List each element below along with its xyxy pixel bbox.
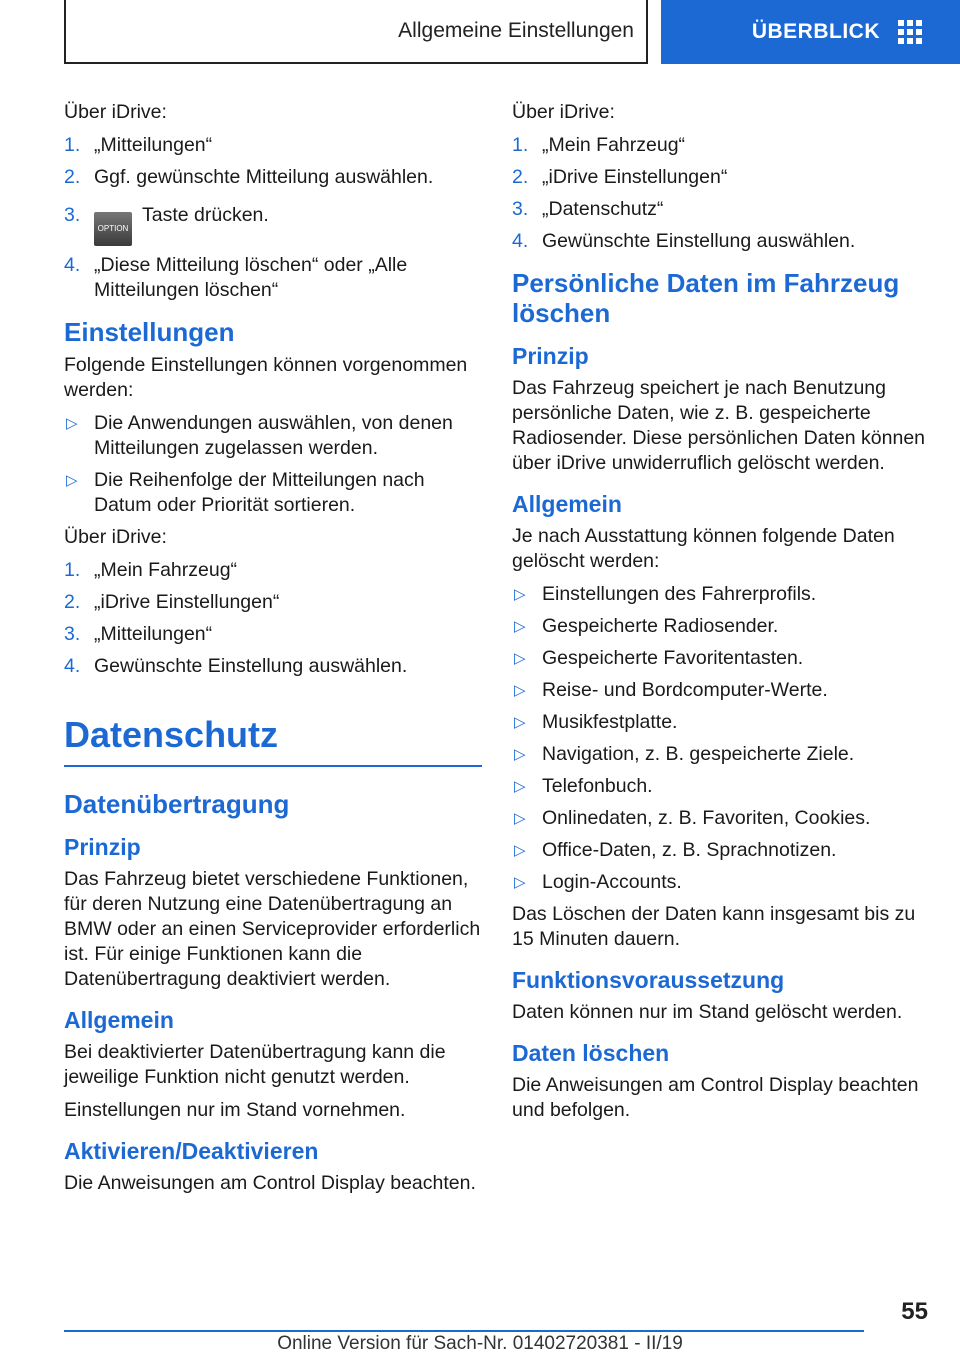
list-item: ▷ Die Anwendungen auswählen, von denen Mitteilungen zugelassen werden. [66, 412, 453, 459]
list-item: 1. „Mein Fahrzeug“ [512, 134, 686, 156]
triangle-bullet-icon: ▷ [514, 778, 526, 795]
list-item: ▷ Reise- und Bordcomputer-Werte. [514, 679, 828, 701]
heading-daten-loeschen: Daten löschen [512, 1040, 670, 1066]
heading-einstellungen: Einstellungen [64, 317, 235, 347]
triangle-bullet-icon: ▷ [66, 472, 78, 489]
allgemein-text: Bei deaktivierter Datenübertragung kann die jeweilige Funktion nicht genutzt werden. [64, 1041, 446, 1088]
heading-allgemein: Allgemein [64, 1007, 174, 1033]
triangle-bullet-icon: ▷ [514, 874, 526, 891]
triangle-bullet-icon: ▷ [514, 650, 526, 667]
list-item: 3. „Mitteilungen“ [64, 623, 213, 645]
list-item: 4. Gewünschte Einstellung auswählen. [512, 230, 856, 252]
allgemein-intro: Je nach Ausstattung können folgende Daten gelöscht werden: [512, 525, 895, 572]
right-column [512, 100, 928, 1131]
overview-tab-label: ÜBERBLICK [751, 20, 880, 43]
heading-datenschutz: Datenschutz [64, 715, 482, 767]
triangle-bullet-icon: ▷ [514, 618, 526, 635]
heading-prinzip: Prinzip [512, 343, 589, 369]
list-item: 1. „Mein Fahrzeug“ [64, 559, 238, 581]
daten-loeschen-text: Die Anweisungen am Control Display beachten und befolgen. [512, 1074, 919, 1121]
via-idrive-label: Über iDrive: [64, 101, 167, 123]
triangle-bullet-icon: ▷ [514, 682, 526, 699]
heading-persoenliche-daten: Persönliche Daten im Fahrzeug löschen [512, 268, 900, 328]
via-idrive-label: Über iDrive: [512, 101, 615, 123]
funktion-text: Daten können nur im Stand gelöscht werden. [512, 1001, 903, 1023]
list-item: ▷ Telefonbuch. [514, 775, 653, 797]
prinzip-text: Das Fahrzeug speichert je nach Benutzung persönliche Daten, wie z. B. gespeicherte Radiosender. Diese persönlichen Daten können über iDrive unwiderruflich gelöscht werden. [512, 377, 926, 474]
list-item: 2. „iDrive Einstellungen“ [64, 591, 280, 613]
aktivieren-text: Die Anweisungen am Control Display beachten. [64, 1172, 476, 1194]
list-item: 2. „iDrive Einstellungen“ [512, 166, 728, 188]
prinzip-text: Das Fahrzeug bietet verschiedene Funktionen, für deren Nutzung eine Datenübertragung an BMW oder an einen Serviceprovider erforderlich ist. Für einige Funktionen kann die Datenübertragung deaktiviert werden. [64, 868, 481, 990]
steps-list-1 [64, 133, 482, 303]
option-button-icon: OPTION [94, 212, 132, 246]
list-item: ▷ Einstellungen des Fahrerprofils. [514, 583, 817, 605]
header-section-label: Allgemeine Einstellungen [398, 19, 634, 42]
heading-datenuebertragung: Datenübertragung [64, 789, 290, 819]
via-idrive-label: Über iDrive: [64, 526, 167, 548]
triangle-bullet-icon: ▷ [66, 415, 78, 432]
list-item: 2. Ggf. gewünschte Mitteilung auswählen. [64, 166, 434, 188]
footer-divider [64, 1330, 864, 1332]
list-item: ▷ Navigation, z. B. gespeicherte Ziele. [514, 743, 855, 765]
list-item: ▷ Musikfestplatte. [514, 711, 678, 733]
left-column [64, 100, 482, 1204]
heading-aktivieren: Aktivieren/Deaktivieren [64, 1138, 319, 1164]
list-item: 3. OPTIONTaste drücken. [64, 197, 482, 246]
einstellungen-list [64, 411, 482, 518]
steps-list-3 [512, 133, 928, 254]
list-item: 4. „Diese Mitteilung löschen“ oder „Alle Mitteilungen löschen“ [64, 254, 408, 301]
heading-allgemein: Allgemein [512, 491, 622, 517]
list-item: ▷ Office-Daten, z. B. Sprachnotizen. [514, 839, 837, 861]
page-number: 55 [901, 1298, 928, 1325]
overview-tab[interactable] [661, 0, 960, 64]
list-item: 1. „Mitteilungen“ [64, 134, 213, 156]
list-item: ▷ Die Reihenfolge der Mitteilungen nach Datum oder Priorität sortieren. [66, 469, 425, 516]
grid-icon [898, 20, 922, 44]
loeschen-dauer-text: Das Löschen der Daten kann insgesamt bis zu 15 Minuten dauern. [512, 903, 916, 950]
list-item: 4. Gewünschte Einstellung auswählen. [64, 655, 408, 677]
allgemein-text-2: Einstellungen nur im Stand vornehmen. [64, 1099, 406, 1121]
loeschbare-daten-list [512, 582, 928, 895]
list-item: ▷ Gespeicherte Favoritentasten. [514, 647, 804, 669]
triangle-bullet-icon: ▷ [514, 714, 526, 731]
list-item: ▷ Gespeicherte Radiosender. [514, 615, 779, 637]
triangle-bullet-icon: ▷ [514, 586, 526, 603]
triangle-bullet-icon: ▷ [514, 842, 526, 859]
heading-prinzip: Prinzip [64, 834, 141, 860]
online-version-footer: Online Version für Sach-Nr. 01402720381 - II/19 [277, 1333, 683, 1354]
list-item: ▷ Login-Accounts. [514, 871, 682, 893]
triangle-bullet-icon: ▷ [514, 810, 526, 827]
triangle-bullet-icon: ▷ [514, 746, 526, 763]
header-section-title [64, 0, 648, 64]
einstellungen-intro: Folgende Einstellungen können vorgenommen werden: [64, 354, 468, 401]
list-item: 3. „Datenschutz“ [512, 198, 664, 220]
list-item: ▷ Onlinedaten, z. B. Favoriten, Cookies. [514, 807, 871, 829]
heading-funktionsvoraussetzung: Funktionsvoraussetzung [512, 967, 785, 993]
steps-list-2 [64, 558, 482, 679]
